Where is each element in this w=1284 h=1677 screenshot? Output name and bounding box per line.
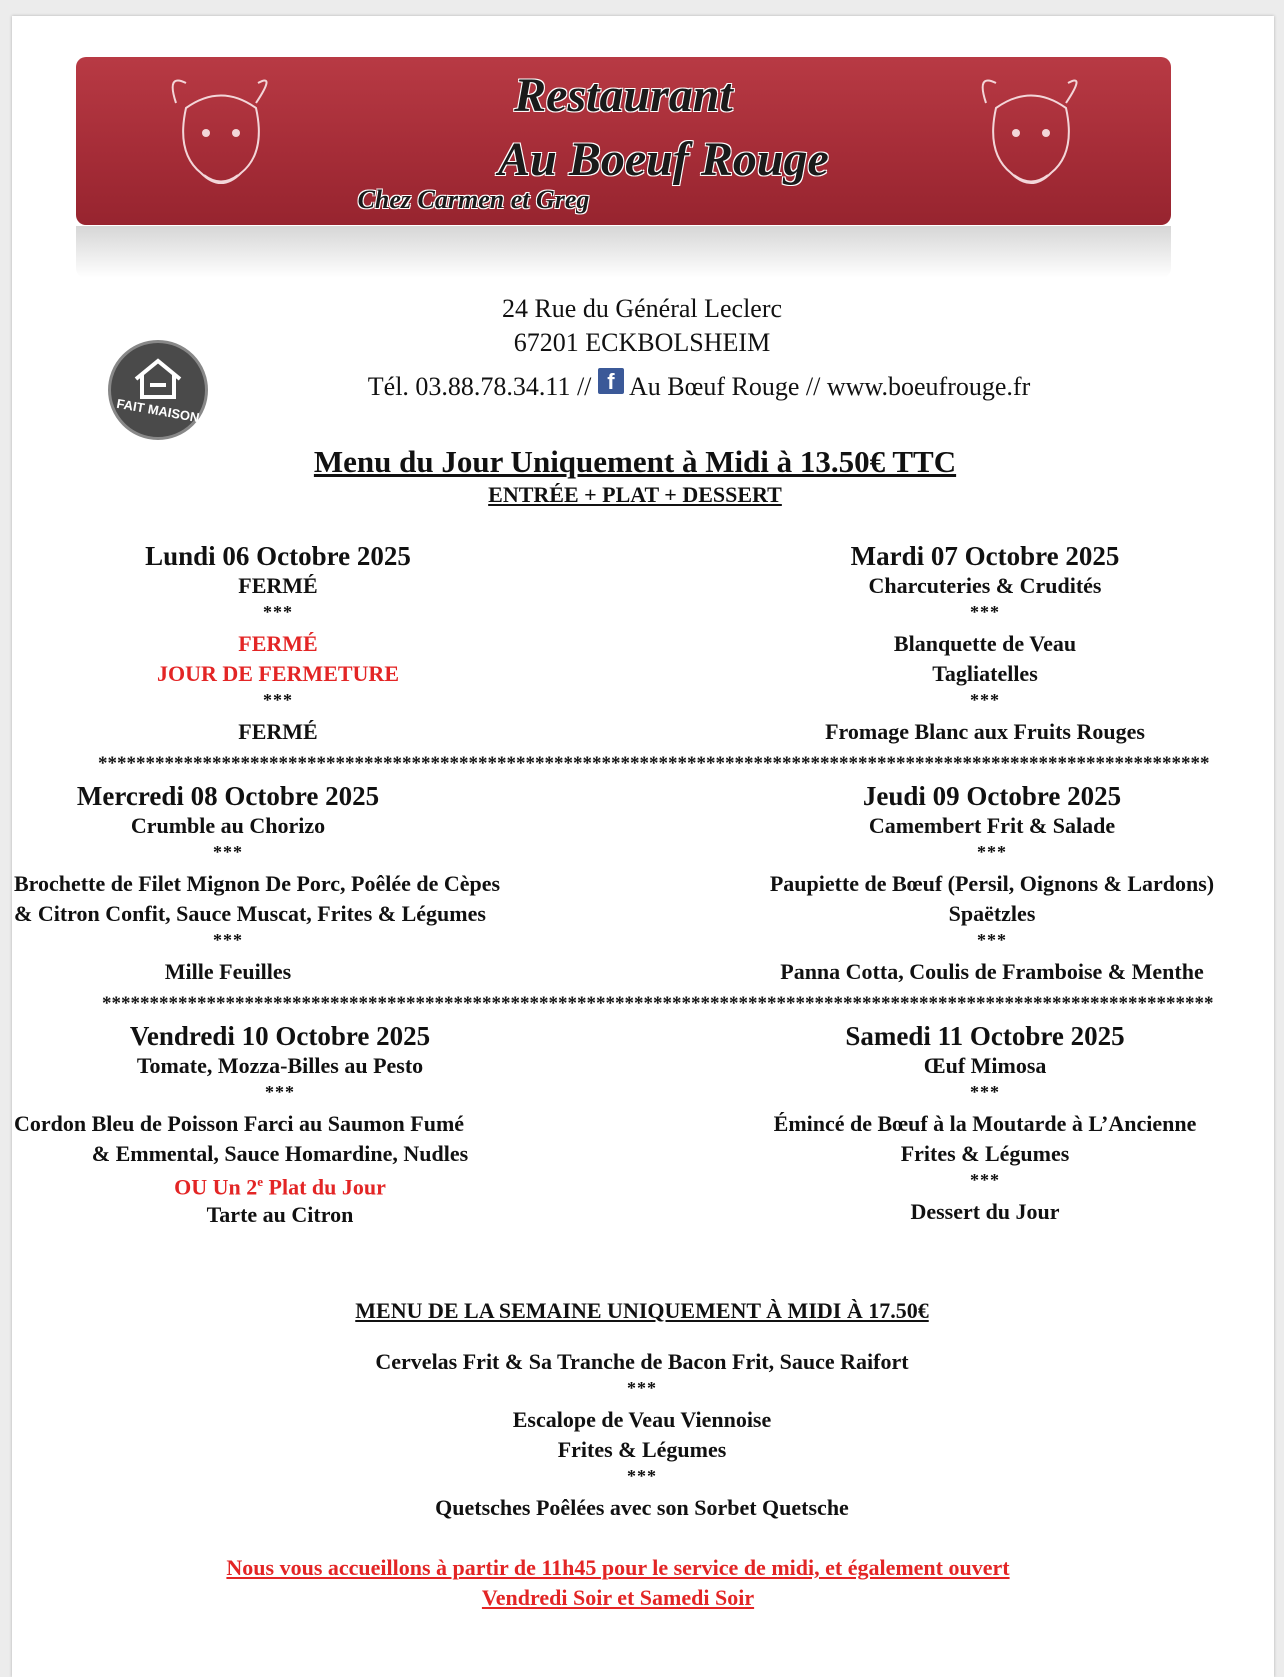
day-heading: Mercredi 08 Octobre 2025 [76, 781, 380, 811]
dessert: Fromage Blanc aux Fruits Rouges [825, 719, 1145, 744]
day-heading: Vendredi 10 Octobre 2025 [129, 1021, 431, 1051]
alternative-dish [0, 1169, 508, 1200]
day-saturday [705, 1021, 1265, 1227]
starter: Œuf Mimosa [923, 1053, 1047, 1078]
dessert: FERMÉ [238, 719, 318, 744]
address-street: 24 Rue du Général Leclerc [501, 294, 783, 323]
main-course-detail: JOUR DE FERMETURE [156, 661, 399, 686]
separator: *** [627, 1378, 657, 1398]
dessert: Panna Cotta, Coulis de Framboise & Menthe [780, 959, 1204, 984]
menu-semaine-main: Escalope de Veau Viennoise [512, 1407, 772, 1432]
phone-number: Tél. 03.88.78.34.11 // [367, 372, 592, 401]
day-heading: Samedi 11 Octobre 2025 [845, 1021, 1125, 1051]
day-friday [0, 1021, 508, 1230]
alt-prefix: OU Un 2 [174, 1174, 258, 1200]
menu-semaine-title: MENU DE LA SEMAINE UNIQUEMENT À MIDI À 17.50€ [355, 1298, 929, 1323]
main-course: Cordon Bleu de Poisson Farci au Saumon Fumé [14, 1111, 465, 1136]
main-course-detail: & Emmental, Sauce Homardine, Nudles [91, 1141, 469, 1166]
website-link[interactable]: // www.boeufrouge.fr [805, 372, 1031, 401]
day-heading: Lundi 06 Octobre 2025 [145, 541, 411, 571]
house-icon [128, 357, 188, 401]
dessert: Tarte au Citron [206, 1202, 354, 1228]
starter: Tomate, Mozza-Billes au Pesto [136, 1053, 424, 1078]
separator: *** [970, 602, 1000, 622]
restaurant-banner [76, 57, 1171, 225]
main-course-detail: Frites & Légumes [900, 1141, 1070, 1166]
star-divider: ********************************************************************************************************************* [102, 994, 1214, 1014]
main-course: Émincé de Bœuf à la Moutarde à L’Ancienne [773, 1111, 1197, 1136]
day-thursday [704, 781, 1280, 987]
separator: *** [970, 1082, 1000, 1102]
starter: Crumble au Chorizo [130, 813, 326, 838]
main-course-detail: Spaëtzles [948, 901, 1036, 926]
dessert: Mille Feuilles [164, 959, 292, 984]
menu-du-jour-title: Menu du Jour Uniquement à Midi à 13.50€ TTC [313, 444, 957, 479]
main-course: Blanquette de Veau [893, 631, 1077, 656]
fait-maison-badge [108, 340, 208, 440]
opening-notice-line1: Nous vous accueillons à partir de 11h45 pour le service de midi, et également ouvert [226, 1555, 1010, 1580]
dessert: Dessert du Jour [910, 1199, 1060, 1224]
day-tuesday [705, 541, 1265, 747]
menu-semaine-starter: Cervelas Frit & Sa Tranche de Bacon Frit, Sauce Raifort [375, 1349, 909, 1374]
banner-title-line2: Au Boeuf Rouge [498, 133, 829, 186]
separator: *** [263, 690, 293, 710]
separator: *** [213, 842, 243, 862]
separator: *** [977, 842, 1007, 862]
separator: *** [627, 1466, 657, 1486]
menu-semaine-dessert: Quetsches Poêlées avec son Sorbet Quetsche [435, 1495, 849, 1520]
banner-subtitle: Chez Carmen et Greg [357, 185, 590, 214]
main-course: Brochette de Filet Mignon De Porc, Poêlée de Cèpes [14, 871, 501, 896]
opening-notice-line2: Vendredi Soir et Samedi Soir [481, 1585, 755, 1610]
starter: Charcuteries & Crudités [868, 573, 1102, 598]
day-heading: Jeudi 09 Octobre 2025 [862, 781, 1122, 811]
separator: *** [265, 1082, 295, 1102]
separator: *** [263, 602, 293, 622]
facebook-page-link[interactable]: Au Bœuf Rouge [628, 372, 800, 401]
starter: FERMÉ [238, 573, 318, 598]
day-monday [0, 541, 558, 747]
address-city: 67201 ECKBOLSHEIM [513, 328, 771, 357]
menu-du-jour-subtitle: ENTRÉE + PLAT + DESSERT [488, 482, 782, 507]
contact-line [57, 368, 1284, 402]
main-course-detail: & Citron Confit, Sauce Muscat, Frites & Légumes [14, 901, 486, 926]
starter: Camembert Frit & Salade [868, 813, 1116, 838]
facebook-icon: f [598, 368, 624, 394]
banner-title-line1: Restaurant [514, 69, 733, 122]
alt-sup: e [257, 1174, 264, 1189]
main-course: FERMÉ [238, 631, 318, 656]
alt-suffix: Plat du Jour [263, 1174, 386, 1200]
menu-semaine-main-detail: Frites & Légumes [557, 1437, 727, 1462]
day-wednesday [0, 781, 508, 987]
star-divider: ********************************************************************************************************************* [98, 754, 1210, 774]
separator: *** [970, 690, 1000, 710]
main-course-detail: Tagliatelles [932, 661, 1038, 686]
separator: *** [213, 930, 243, 950]
separator: *** [970, 1170, 1000, 1190]
main-course: Paupiette de Bœuf (Persil, Oignons & Lardons) [769, 871, 1215, 896]
day-heading: Mardi 07 Octobre 2025 [850, 541, 1120, 571]
banner-reflection [76, 226, 1171, 278]
separator: *** [977, 930, 1007, 950]
fait-maison-label: FAIT MAISON [115, 395, 201, 426]
